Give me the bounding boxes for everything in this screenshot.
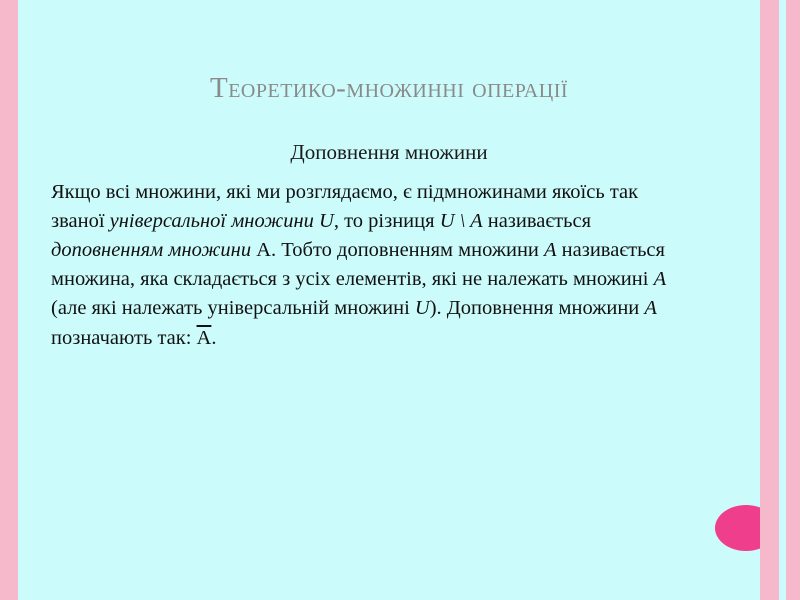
slide-body-text: Якщо всі множини, які ми розглядаємо, є підмножинами якоїсь так званої універсальної множини U, то різниця U \ A називається доповненням множини A. Тобто доповненням множини A називається множина, яка складається з усіх елементів, які не належать множині A (але які належать універсальній множині U). Доповнення множини A позначають так: $\overline{A}$.	[51, 181, 667, 349]
page-title: Теоретико-множинні операції	[209, 72, 569, 104]
right-frame-band	[760, 0, 800, 600]
slide-subtitle: Доповнення множини	[290, 140, 488, 164]
slide-content-area	[18, 0, 760, 600]
left-frame-band	[0, 0, 18, 600]
right-frame-inner-stripe	[779, 0, 786, 600]
